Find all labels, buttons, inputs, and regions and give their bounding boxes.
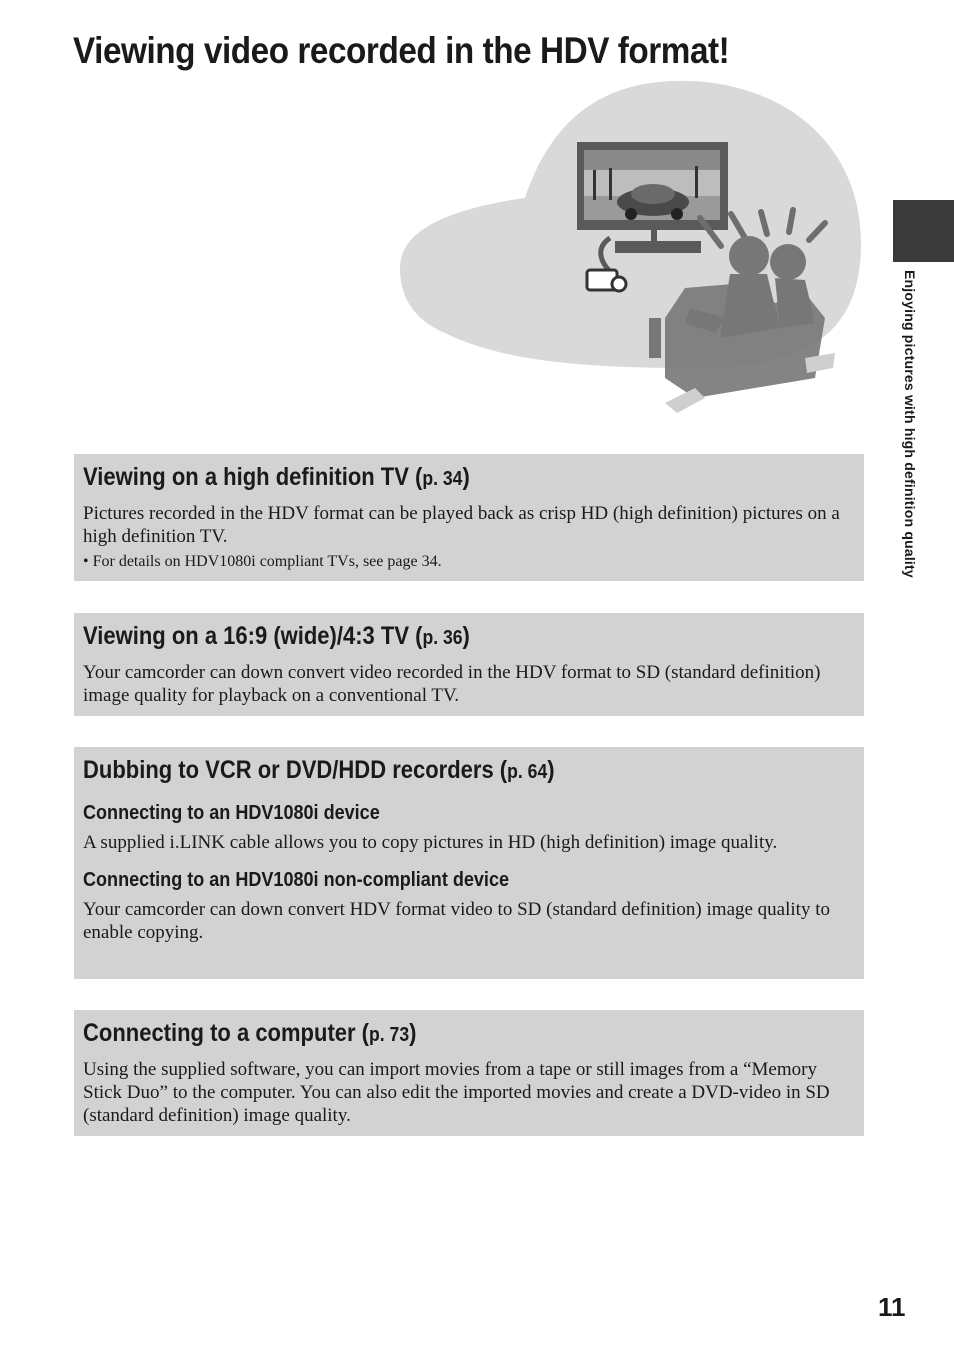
section-body: Pictures recorded in the HDV format can be played back as crisp HD (high definition) pictures on a high definition TV. (83, 503, 840, 547)
page-ref-link[interactable]: p. 36 (422, 627, 463, 649)
tv-viewing-illustration (395, 78, 865, 418)
subsection-heading: Connecting to an HDV1080i non-compliant device (83, 868, 510, 891)
page-ref-link[interactable]: p. 34 (422, 468, 463, 490)
page-title: Viewing video recorded in the HDV format! (73, 30, 730, 71)
page-ref-link[interactable]: p. 73 (369, 1024, 410, 1046)
section-heading (83, 1018, 761, 1050)
chapter-tab (893, 200, 954, 262)
heading-text: Viewing on a 16:9 (wide)/4:3 TV ( (83, 622, 423, 650)
section-heading (83, 621, 761, 653)
heading-close: ) (409, 1019, 417, 1047)
section-body: Using the supplied software, you can import movies from a tape or still images from a “Memory Stick Duo” to the computer. You can also edit the imported movies and create a DVD-video in SD (standard definition) image quality. (83, 1059, 830, 1126)
page-number: 11 (878, 1292, 906, 1322)
section-heading (83, 462, 761, 494)
heading-text: Viewing on a high definition TV ( (83, 463, 423, 491)
section-body: Your camcorder can down convert video recorded in the HDV format to SD (standard definition) image quality for playback on a conventional TV. (83, 662, 821, 706)
section-computer (74, 1010, 864, 1136)
subsection-body: A supplied i.LINK cable allows you to copy pictures in HD (high definition) image quality. (83, 832, 778, 853)
section-high-definition-tv (74, 454, 864, 581)
subsection-heading: Connecting to an HDV1080i device (83, 801, 380, 824)
heading-close: ) (462, 463, 470, 491)
heading-close: ) (462, 622, 470, 650)
section-dubbing (74, 747, 864, 979)
section-heading (83, 755, 761, 787)
heading-text: Dubbing to VCR or DVD/HDD recorders ( (83, 756, 508, 784)
heading-close: ) (547, 756, 555, 784)
section-note: • For details on HDV1080i compliant TVs, see page 34. (83, 553, 442, 570)
section-wide-tv (74, 613, 864, 716)
heading-text: Connecting to a computer ( (83, 1019, 369, 1047)
subsection-body: Your camcorder can down convert HDV format video to SD (standard definition) image quality to enable copying. (83, 899, 830, 943)
page-ref-link[interactable]: p. 64 (507, 761, 548, 783)
chapter-side-label: Enjoying pictures with high definition quality (902, 270, 918, 578)
